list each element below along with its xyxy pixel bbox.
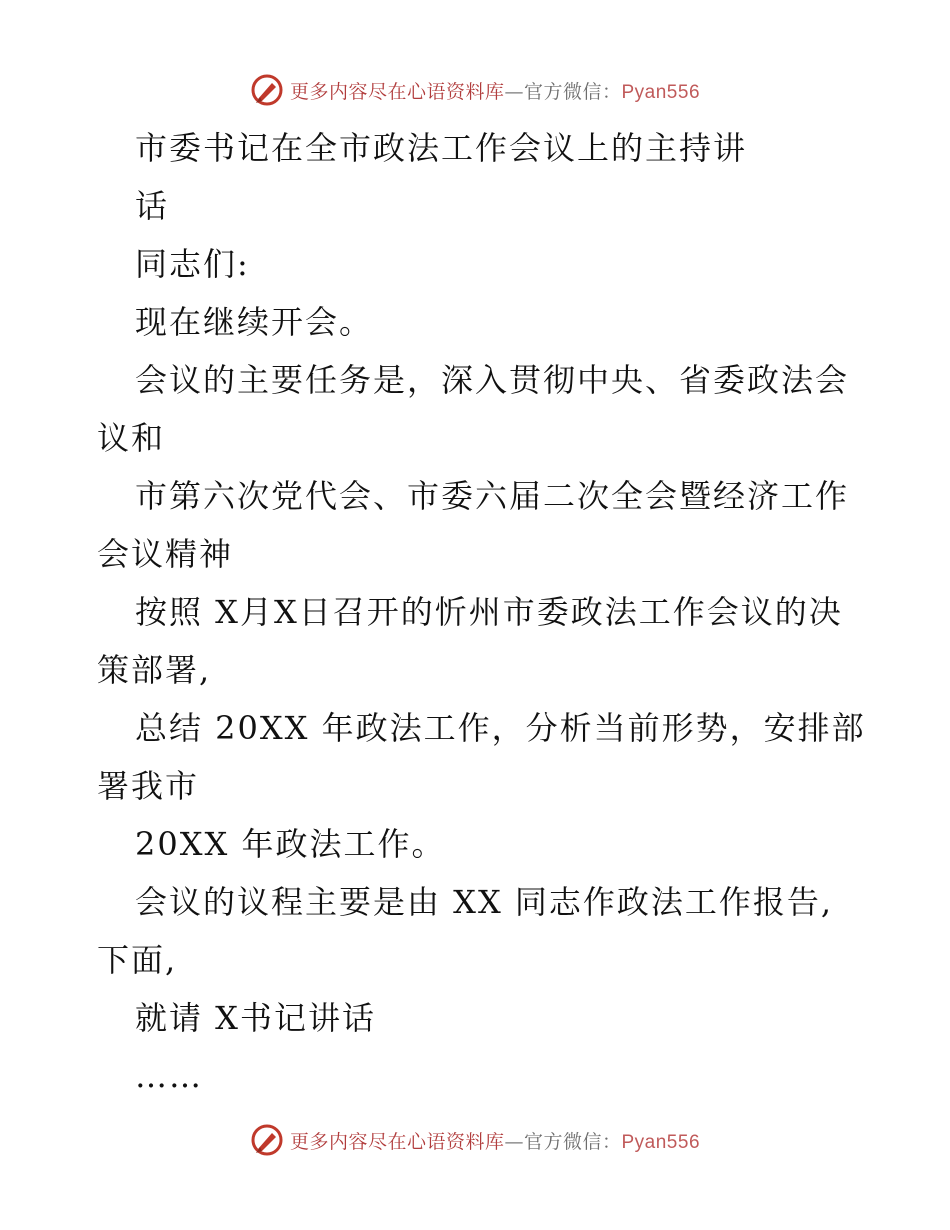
header-wechat-label: 官方微信： — [523, 80, 622, 103]
header-brand: 更多内容尽在心语资料库 — [289, 80, 505, 103]
header-separator: — — [504, 80, 524, 103]
doc-line-8: 会议精神 — [97, 535, 234, 573]
doc-line-7: 市第六次党代会、市委六届二次全会暨经济工作 — [135, 477, 850, 515]
footer-wechat-handle: Pyan556 — [621, 1131, 701, 1153]
pen-logo-icon — [250, 1123, 284, 1157]
footer-banner-text — [290, 1127, 700, 1154]
doc-line-2: 话 — [135, 187, 170, 225]
doc-line-13: 20XX 年政法工作。 — [135, 825, 446, 863]
footer-wechat-label: 官方微信： — [523, 1130, 622, 1153]
doc-line-10: 策部署, — [97, 651, 212, 689]
header-banner-text — [290, 77, 700, 104]
doc-line-6: 议和 — [97, 419, 166, 457]
doc-line-15: 下面, — [97, 941, 178, 979]
footer-banner — [0, 1120, 950, 1160]
doc-line-1: 市委书记在全市政法工作会议上的主持讲 — [135, 129, 748, 167]
doc-line-16: 就请 X书记讲话 — [135, 999, 376, 1037]
doc-line-4: 现在继续开会。 — [135, 303, 374, 341]
footer-separator: — — [504, 1130, 524, 1153]
footer-brand: 更多内容尽在心语资料库 — [289, 1130, 505, 1153]
doc-line-14: 会议的议程主要是由 XX 同志作政法工作报告, — [135, 883, 834, 921]
doc-line-3: 同志们: — [135, 245, 250, 283]
doc-line-11: 总结 20XX 年政法工作，分析当前形势，安排部 — [135, 709, 866, 747]
header-wechat-handle: Pyan556 — [621, 81, 701, 103]
header-banner — [0, 70, 950, 110]
doc-line-9: 按照 X月X日召开的忻州市委政法工作会议的决 — [135, 593, 843, 631]
doc-line-17: …… — [135, 1057, 203, 1095]
doc-line-5: 会议的主要任务是，深入贯彻中央、省委政法会 — [135, 361, 850, 399]
doc-line-12: 署我市 — [97, 767, 200, 805]
pen-logo-icon — [250, 73, 284, 107]
